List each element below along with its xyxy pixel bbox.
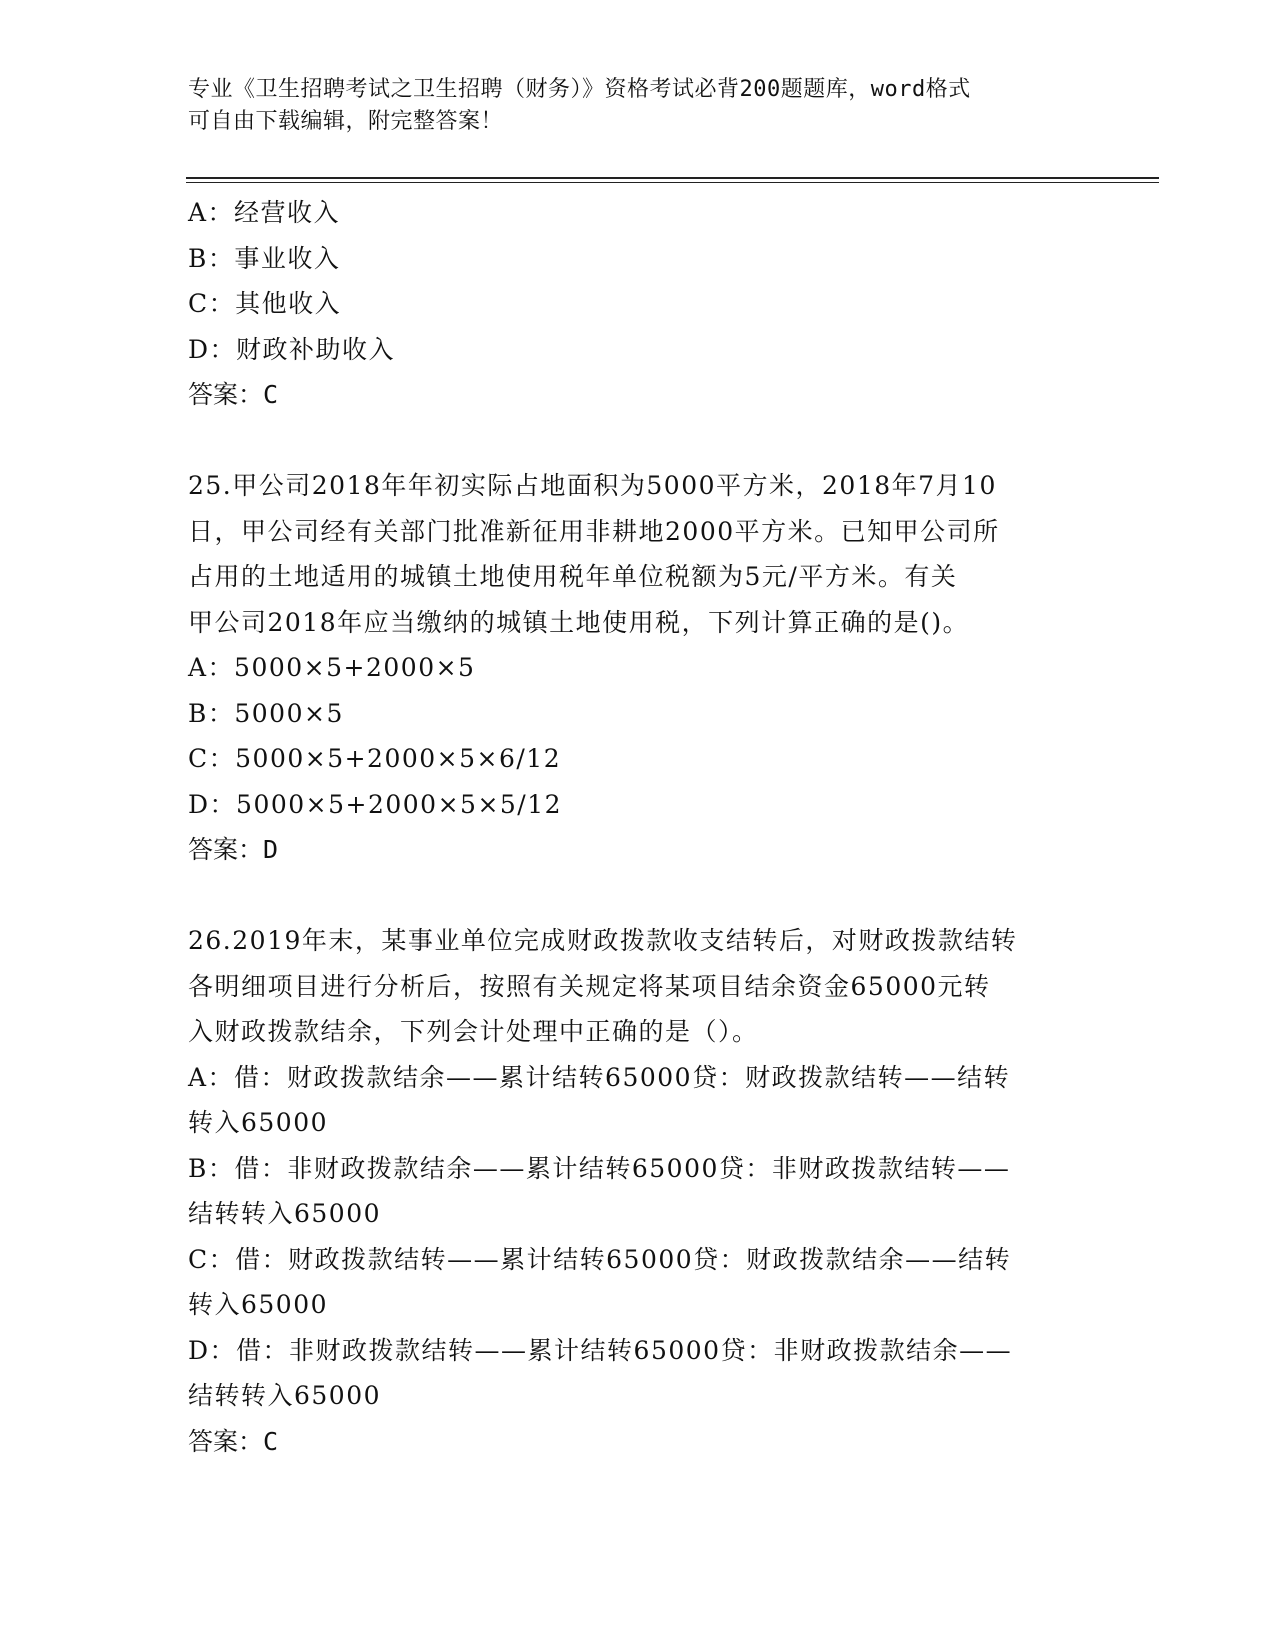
question-stem-line: 各明细项目进行分析后，按照有关规定将某项目结余资金65000元转: [188, 971, 991, 1001]
question-25: [188, 463, 1088, 873]
question-content: [188, 190, 1088, 1464]
option-b: B：事业收入: [188, 243, 341, 273]
option-d: D：5000×5+2000×5×5/12: [188, 789, 563, 819]
option-b: B：5000×5: [188, 698, 344, 728]
question-stem-line: 甲公司2018年应当缴纳的城镇土地使用税，下列计算正确的是()。: [188, 607, 970, 637]
answer-line: 答案：C: [188, 380, 279, 409]
document-header: [188, 74, 1088, 138]
option-d: D：借：非财政拨款结转——累计结转65000贷：非财政拨款结余——: [188, 1335, 1013, 1365]
spacer: [188, 418, 1088, 464]
header-title-line-2: 可自由下载编辑，附完整答案！: [188, 109, 504, 134]
option-d: D：财政补助收入: [188, 334, 396, 364]
option-c-continuation: 转入65000: [188, 1290, 329, 1319]
option-b: B：借：非财政拨款结余——累计结转65000贷：非财政拨款结转——: [188, 1153, 1011, 1183]
question-26: [188, 918, 1088, 1464]
question-stem-line: 25.甲公司2018年年初实际占地面积为5000平方米，2018年7月10: [188, 471, 997, 500]
question-stem-line: 26.2019年末，某事业单位完成财政拨款收支结转后，对财政拨款结转: [188, 926, 1018, 955]
option-a-continuation: 转入65000: [188, 1108, 329, 1137]
question-stem-line: 占用的土地适用的城镇土地使用税年单位税额为5元/平方米。有关: [188, 562, 958, 591]
option-c: C：其他收入: [188, 289, 342, 318]
option-d-continuation: 结转转入65000: [188, 1381, 382, 1410]
option-a: A：5000×5+2000×5: [188, 653, 476, 682]
question-stem-line: 日，甲公司经有关部门批准新征用非耕地2000平方米。已知甲公司所: [188, 516, 1000, 546]
option-a: A：借：财政拨款结余——累计结转65000贷：财政拨款结转——结转: [188, 1062, 1011, 1092]
option-c: C：5000×5+2000×5×6/12: [188, 744, 562, 773]
header-title-line-1: 专业《卫生招聘考试之卫生招聘（财务）》资格考试必背200题题库，word格式: [188, 77, 971, 102]
option-c: C：借：财政拨款结转——累计结转65000贷：财政拨款结余——结转: [188, 1244, 1012, 1274]
question-24: [188, 190, 1088, 418]
answer-line: 答案：D: [188, 835, 279, 864]
option-b-continuation: 结转转入65000: [188, 1199, 382, 1228]
question-stem-line: 入财政拨款结余，下列会计处理中正确的是（）。: [188, 1017, 759, 1046]
spacer: [188, 873, 1088, 919]
option-a: A：经营收入: [188, 198, 341, 227]
header-divider: [186, 177, 1159, 183]
answer-line: 答案：C: [188, 1426, 279, 1456]
